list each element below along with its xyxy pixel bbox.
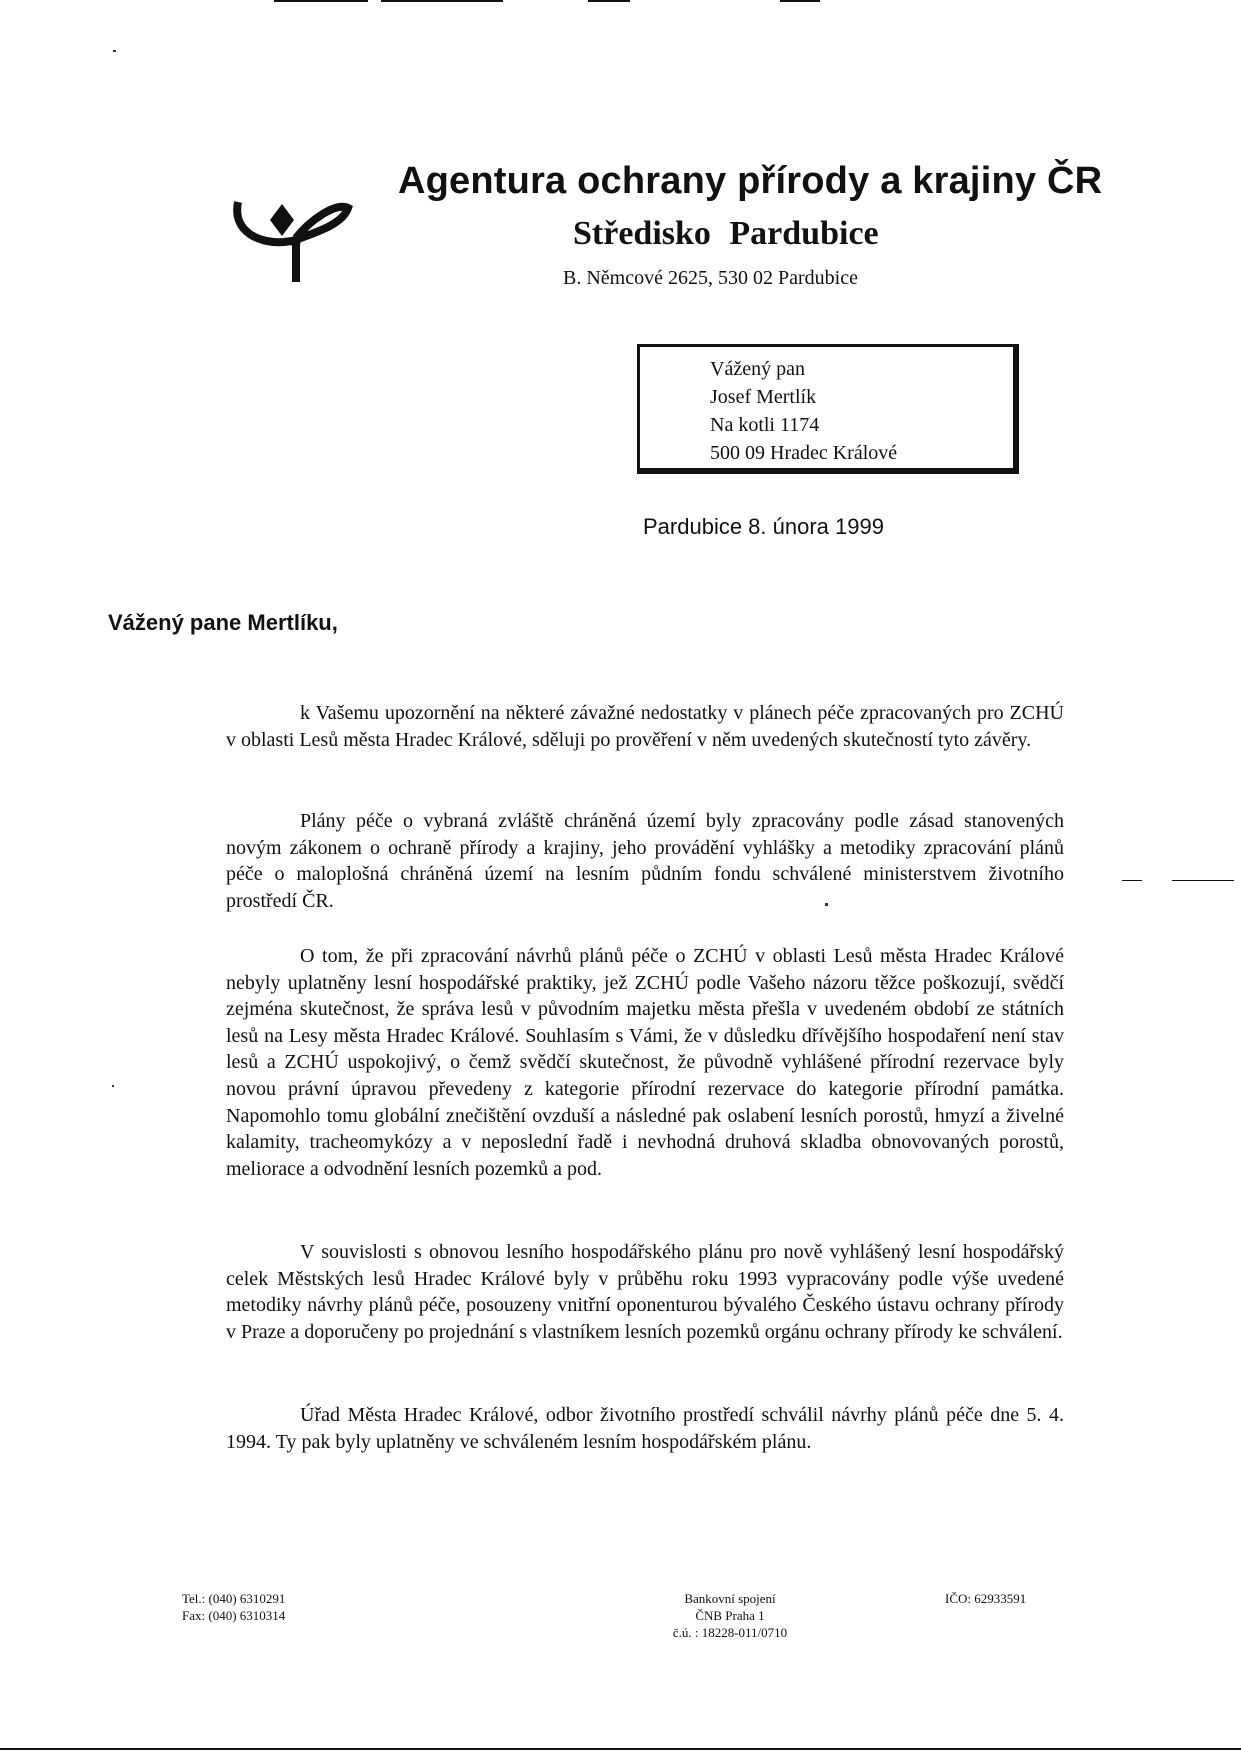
letter-body: [226, 700, 1064, 753]
organization-address: B. Němcové 2625, 530 02 Pardubice: [563, 267, 858, 289]
letter-body: [226, 808, 1064, 914]
paragraph: Plány péče o vybraná zvláště chráněná území byly zpracovány podle zásad stanovených novým zákonem o ochraně přírody a krajiny, jeho provádění vyhlášky a metodiky zpracování plánů péče o maloplošná chráněná území na lesním půdním fondu schválené ministerstvem životního prostředí ČR.: [226, 810, 1064, 912]
scan-artifact-right-dash-2: [1172, 880, 1234, 881]
scan-artifact-right-dash: [1122, 880, 1142, 881]
scan-artifact-top-1: [274, 0, 368, 2]
footer-bank-label: Bankovní spojení: [684, 1591, 776, 1606]
letter-body: [226, 943, 1064, 1182]
recipient-address-box: [637, 344, 1019, 474]
footer-ico: [945, 1590, 1026, 1607]
scan-speck: [112, 1085, 114, 1087]
footer-fax: Fax: (040) 6310314: [182, 1608, 286, 1623]
recipient-lines: [710, 355, 897, 467]
recipient-line: 500 09 Hradec Králové: [710, 442, 898, 464]
footer-ico-value: IČO: 62933591: [945, 1591, 1027, 1606]
organization-name: Agentura ochrany přírody a krajiny ČR: [398, 160, 1103, 202]
paragraph: k Vašemu upozornění na některé závažné nedostatky v plánech péče zpracovaných pro ZCHÚ v oblasti Lesů města Hradec Králové, sděluji po prověření v něm uvedených skutečností tyto závěry.: [226, 702, 1064, 751]
paragraph: Úřad Města Hradec Králové, odbor životního prostředí schválil návrhy plánů péče dne 5. 4. 1994. Ty pak byly uplatněny ve schváleném lesním hospodářském plánu.: [226, 1404, 1064, 1453]
scan-artifact-bottom: [0, 1748, 1241, 1750]
scan-artifact-top-4: [780, 0, 820, 2]
date-line: Pardubice 8. února 1999: [643, 514, 884, 539]
branch-name: Středisko Pardubice: [573, 215, 879, 252]
paragraph: O tom, že při zpracování návrhů plánů péče o ZCHÚ v oblasti Lesů města Hradec Králové nebyly uplatněny lesní hospodářské praktiky, jež ZCHÚ podle Vašeho názoru těžce poškozují, svědčí zejména skutečnost, že správa lesů v původním majetku města přešla v uvedeném období ze státních lesů na Lesy města Hradec Králové. Souhlasím s Vámi, že v důsledku dřívějšího hospodaření není stav lesů a ZCHÚ uspokojivý, o čemž svědčí skutečnost, že původně vyhlášené přírodní rezervace byly novou právní úpravou převedeny z kategorie přírodní rezervace do kategorie přírodní památka. Napomohlo tomu globální znečištění ovzduší a následné pak oslabení lesních porostů, hmyzí a živelné kalamity, tracheomykózy a v neposlední řadě i nevhodná druhová skladba obnovovaných porostů, meliorace a odvodnění lesních pozemků a pod.: [226, 945, 1064, 1180]
letter-body: [226, 1402, 1064, 1455]
scan-speck: [113, 50, 116, 52]
recipient-line: Josef Mertlík: [710, 386, 817, 408]
recipient-line: Na kotli 1174: [710, 414, 820, 436]
scan-artifact-top-2: [381, 0, 503, 2]
paragraph: V souvislosti s obnovou lesního hospodářského plánu pro nově vyhlášený lesní hospodářský celek Městských lesů Hradec Králové byly v průběhu roku 1993 vypracovány podle výše uvedené metodiky návrhy plánů péče, posouzeny vnitřní oponenturou bývalého Českého ústavu ochrany přírody v Praze a doporučeny po projednání s vlastníkem lesních pozemků orgánu ochrany přírody ke schválení.: [226, 1241, 1064, 1343]
footer-bank-name: ČNB Praha 1: [695, 1608, 765, 1623]
scan-artifact-top-3: [588, 0, 630, 2]
footer-contacts: [182, 1590, 285, 1624]
recipient-line: Vážený pan: [710, 358, 805, 380]
agency-logo-icon: [230, 180, 360, 290]
footer-phone: Tel.: (040) 6310291: [182, 1591, 286, 1606]
salutation: Vážený pane Mertlíku,: [108, 610, 338, 635]
footer-account: č.ú. : 18228-011/0710: [672, 1625, 788, 1640]
letter-body: [226, 1239, 1064, 1345]
footer-bank: [580, 1590, 880, 1641]
